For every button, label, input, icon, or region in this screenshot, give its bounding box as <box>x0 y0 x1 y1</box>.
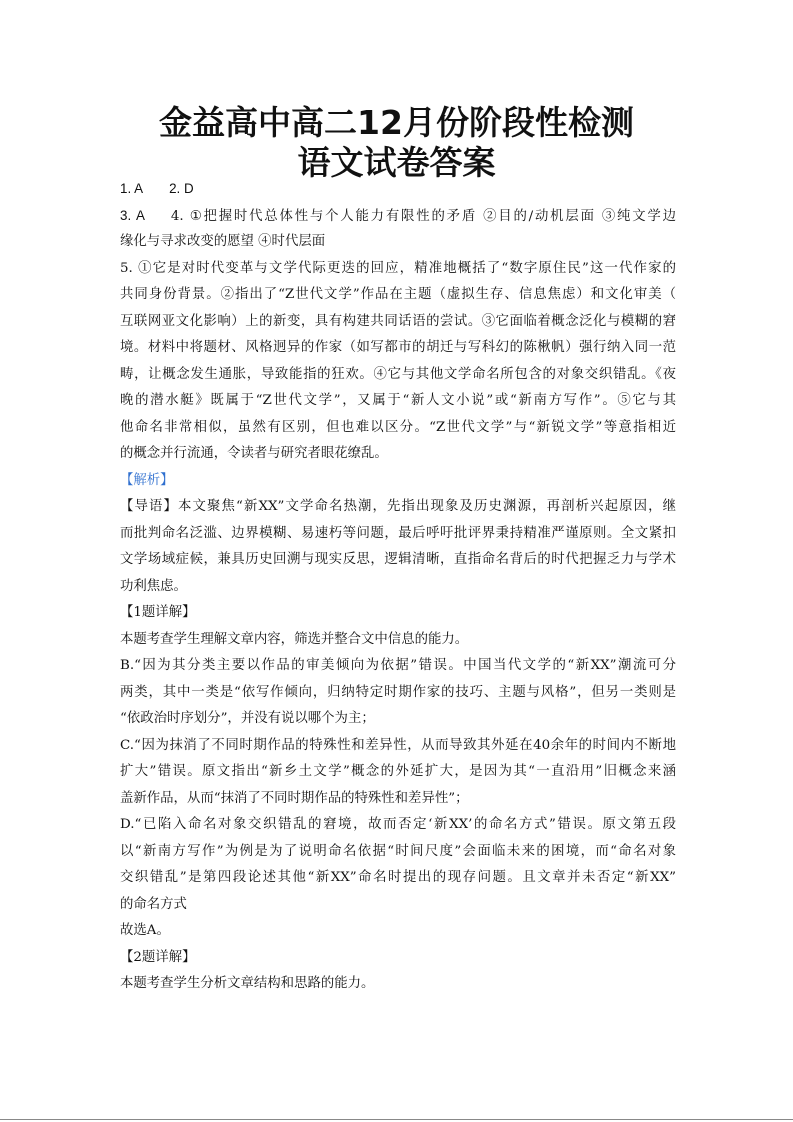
answer-5-line: 畴，让概念发生通胀，导致能指的狂欢。④它与其他文学命名所包含的对象交织错乱。《夜 <box>120 366 676 382</box>
answer-3: 3. A <box>120 207 145 223</box>
answers-row-1 <box>120 176 676 203</box>
answer-4-line: 缘化与寻求改变的愿望 ④时代层面 <box>120 234 326 249</box>
q1-line: 两类，其中一类是“依写作倾向，归纳特定时期作家的技巧、主题与风格”，但另一类则是 <box>120 684 676 700</box>
page-bottom-rule <box>0 1119 793 1120</box>
q1-line: “依政治时序划分”，并没有说以哪个为主； <box>120 711 375 726</box>
q1-line: 扩大”错误。原文指出“新乡土文学”概念的外延扩大，是因为其“一直沿用”旧概念来涵 <box>120 764 676 779</box>
answer-5-line: 5. ①它是对时代变革与文学代际更迭的回应，精准地概括了“数字原住民”这一代作家的 <box>120 260 676 276</box>
intro-line: 【导语】本文聚焦“新XX”文学命名热潮，先指出现象及历史渊源，再剖析兴起原因，继 <box>120 499 676 514</box>
answer-5-line: 他命名非常相似，虽然有区别，但也难以区分。“Z世代文学”与“新锐文学”等意指相近 <box>120 419 676 435</box>
answer-4-text: 4. ①把握时代总体性与个人能力有限性的矛盾 ②目的/动机层面 ③纯文学边 <box>170 208 676 224</box>
answer-4-line <box>120 203 676 230</box>
q1-line: D.“已陷入命名对象交织错乱的窘境，故而否定‘新XX’的命名方式”错误。原文第五段 <box>120 817 676 832</box>
q1-line: 的命名方式 <box>120 896 187 912</box>
intro-line: 文学场域症候，兼具历史回溯与现实反思，逻辑清晰，直指命名背后的时代把握乏力与学术 <box>120 552 676 567</box>
q1-line: 以“新南方写作”为例是为了说明命名依据“时间尺度”会面临未来的困境，而“命名对象 <box>120 843 676 859</box>
q1-line: 盖新作品，从而“抹消了不同时期作品的特殊性和差异性”； <box>120 790 469 806</box>
page-subtitle: 语文试卷答案 <box>297 143 496 182</box>
q2-line: 本题考查学生分析文章结构和思路的能力。 <box>120 976 375 991</box>
q1-line: C.“因为抹消了不同时期作品的特殊性和差异性，从而导致其外延在40余年的时间内不断地 <box>120 737 676 753</box>
q1-line: 本题考查学生理解文章内容，筛选并整合文中信息的能力。 <box>120 631 469 647</box>
q1-line: 故选A。 <box>120 923 170 938</box>
answer-5-line: 晚的潜水艇》既属于“Z世代文学”，又属于“新人文小说”或“新南方写作”。⑤它与其 <box>120 393 676 408</box>
intro-line: 而批判命名泛滥、边界模糊、易速朽等问题，最后呼吁批评界秉持精准严谨原则。全文紧扣 <box>120 525 676 541</box>
answer-5-line: 互联网亚文化影响）上的新变，具有构建共同话语的尝试。③它面临着概念泛化与模糊的窘 <box>120 313 676 329</box>
intro-line: 功利焦虑。 <box>120 578 187 594</box>
q2-heading: 【2题详解】 <box>120 949 196 965</box>
q1-line: 交织错乱”是第四段论述其他“新XX”命名时提出的现存问题。且文章并未否定“新XX” <box>120 870 676 885</box>
answer-1: 1. A <box>120 181 144 196</box>
q1-line: B.“因为其分类主要以作品的审美倾向为依据”错误。中国当代文学的“新XX”潮流可分 <box>120 658 676 673</box>
q1-heading: 【1题详解】 <box>120 605 196 620</box>
analysis-heading: 【解析】 <box>120 472 174 488</box>
answer-2: 2. D <box>169 181 194 196</box>
answer-5-line: 境。材料中将题材、风格迥异的作家（如写都市的胡迁与写科幻的陈楸帆）强行纳入同一范 <box>120 340 676 355</box>
answer-body <box>120 176 676 998</box>
answer-5-line: 的概念并行流通，令读者与研究者眼花缭乱。 <box>120 446 388 461</box>
page-title: 金益高中高二12月份阶段性检测 <box>159 103 634 142</box>
answer-5-line: 共同身份背景。②指出了“Z世代文学”作品在主题（虚拟生存、信息焦虑）和文化审美（ <box>120 287 676 302</box>
